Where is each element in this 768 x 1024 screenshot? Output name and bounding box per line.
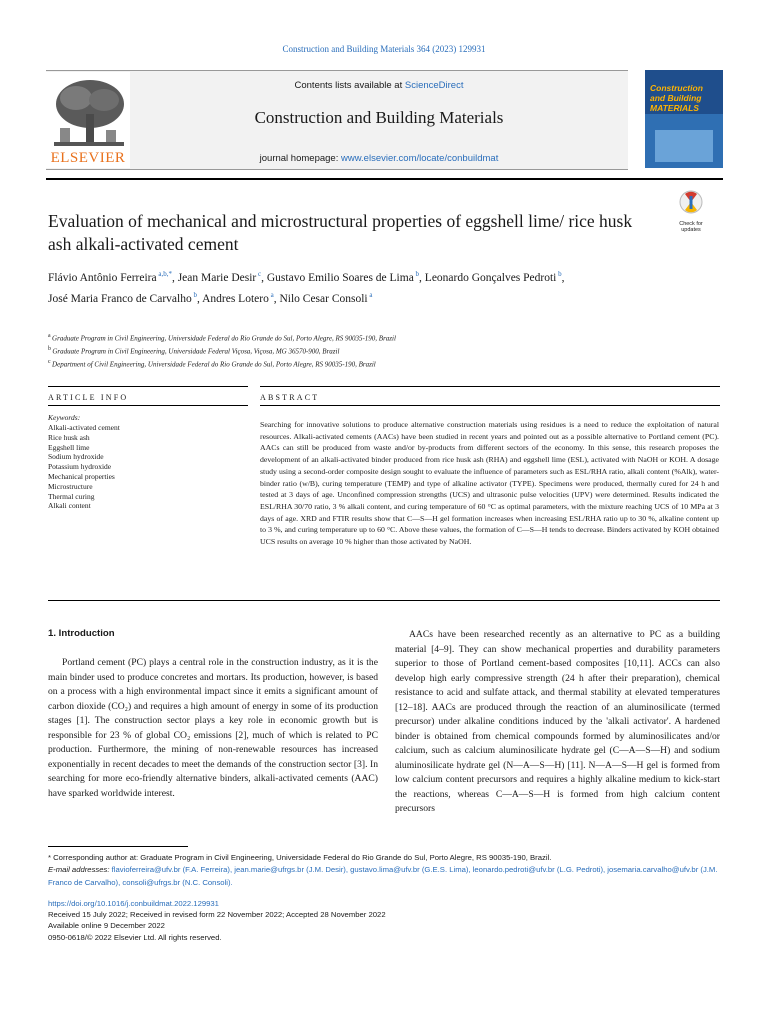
- check-updates-icon: [674, 190, 708, 216]
- author-name[interactable]: Flávio Antônio Ferreira: [48, 271, 157, 284]
- article-info-top-rule: [48, 386, 248, 387]
- author-name[interactable]: José Maria Franco de Carvalho: [48, 292, 192, 305]
- keywords-label: Keywords:: [48, 413, 81, 422]
- author-list: Flávio Antônio Ferreira $^{a,b,*}$, Jean Marie Desir $^c$, Gustavo Emilio Soares de Lima $^b$, Leonardo Gonçalves Pedroti $^b$, José Maria Franco de Carvalho $^b$, Andres Lotero $^a$, Nilo Cesar Consoli $^a$: [48, 270, 565, 305]
- check-for-updates-badge[interactable]: [674, 190, 708, 233]
- keyword-item: Microstructure: [48, 481, 93, 491]
- received-dates: Received 15 July 2022; Received in revised form 22 November 2022; Accepted 28 November 2022: [48, 910, 386, 920]
- publication-info: [48, 898, 720, 943]
- intro-paragraph-left: Portland cement (PC) plays a central role in the construction industry, as it is the main binder used to produce concretes and mortars. Its production, however, is based on a process with a high environmental impact since it emits a significant amount of carbon dioxide (CO₂) and requires a high amount of energy in some of its production stages [1]. The construction sector plays a key role in economic growth but is responsible for 23 % of global CO₂ emissions [2], much of which is related to PC production. Furthermore, the mining of non-renewable resources has increased exponentially in recent decades to meet the demands of the construction sector [3]. In searching for more eco-friendly alternative binders, alkali-activated cements (AAC) have sparked worldwide interest.: [48, 657, 378, 799]
- affiliation-list: [48, 331, 668, 369]
- footnotes: [48, 852, 720, 889]
- author-name[interactable]: Nilo Cesar Consoli: [279, 292, 368, 305]
- copyright-notice: 0950-0618/© 2022 Elsevier Ltd. All rights reserved.: [48, 932, 222, 942]
- author-affiliation-mark[interactable]: b: [191, 290, 197, 299]
- contents-prefix: Contents lists available at: [294, 80, 405, 91]
- keyword-item: Thermal curing: [48, 491, 95, 501]
- keyword-item: Rice husk ash: [48, 432, 90, 442]
- author-name[interactable]: Jean Marie Desir: [177, 271, 257, 284]
- abstract-header-rule: [260, 405, 720, 406]
- article-title: Evaluation of mechanical and microstructural properties of eggshell lime/ rice husk ash alkali-activated cement: [48, 211, 633, 254]
- affiliation-item: [48, 357, 668, 370]
- author-name[interactable]: Andres Lotero: [202, 292, 269, 305]
- sciencedirect-link[interactable]: ScienceDirect: [404, 80, 464, 91]
- footnote-divider: [48, 846, 188, 847]
- article-info-bottom-rule: [48, 405, 248, 406]
- author-name[interactable]: Gustavo Emilio Soares de Lima: [266, 271, 414, 284]
- author-affiliation-mark[interactable]: a: [367, 290, 373, 299]
- email-list[interactable]: flavioferreira@ufv.br (F.A. Ferreira), jean.marie@ufrgs.br (J.M. Desir), gustavo.lima@ufv.br (G.E.S. Lima), leonardo.pedroti@ufv.br (L.G. Pedroti), josemaria.carvalho@ufv.br (J.M. Franco de Carvalho), consoli@ufrgs.br (N.C. Consoli).: [48, 865, 718, 887]
- intro-column-right: [395, 628, 720, 817]
- keyword-item: Mechanical properties: [48, 471, 115, 481]
- author-affiliation-mark[interactable]: a: [268, 290, 274, 299]
- affiliation-label: b: [48, 345, 53, 352]
- available-online-date: Available online 9 December 2022: [48, 921, 165, 931]
- cover-title: Construction and Building MATERIALS: [650, 83, 703, 113]
- header-divider: [46, 178, 723, 180]
- intro-paragraph-right: AACs have been researched recently as an alternative to PC as a building material [4–9]. They can show mechanical properties and durability parameters superior to those of Portland cement-based composites [10,11]. ACCs can also develop high early compressive strength (24 h after their preparation), chemical resistance to acid and sulfate attack, and thermal stability at elevated temperatures [12–18]. AACs are produced through the reaction of an aluminosilicate (termed precursor) under alkaline conditions induced by the 'alkali activator'. A hardened binder is obtained from chemical compounds formed by aluminosilicates and/or calcium, such as calcium aluminosilicate hydrate gel (C—A—S—H) and sodium aluminosilicate hydrate gel (N—A—S—H) [11]. N—A—S—H gel is formed from low calcium content precursors and requires a highly alkaline medium to kick-start the reactions, whereas C—A—S—H is formed from high calcium content precursors: [395, 629, 720, 814]
- affiliation-text: Graduate Program in Civil Engineering, Universidade Federal do Rio Grande do Sul, Porto Alegre, RS 90035-190, Brazil: [52, 334, 396, 343]
- abstract-heading: ABSTRACT: [260, 393, 320, 402]
- doi-link[interactable]: https://doi.org/10.1016/j.conbuildmat.2022.129931: [48, 899, 219, 908]
- journal-homepage-link[interactable]: www.elsevier.com/locate/conbuildmat: [340, 153, 499, 164]
- homepage-prefix: journal homepage:: [259, 153, 341, 164]
- publisher-wordmark: ELSEVIER: [50, 150, 126, 166]
- article-info-heading: ARTICLE INFO: [48, 393, 129, 402]
- keyword-item: Potassium hydroxide: [48, 462, 112, 472]
- author-affiliation-mark[interactable]: b: [556, 270, 562, 278]
- email-addresses: [48, 864, 720, 889]
- corresponding-author-note: * Corresponding author at: Graduate Program in Civil Engineering, Universidade Federal do Rio Grande do Sul, Porto Alegre, RS 90035-190, Brazil.: [48, 853, 552, 862]
- journal-cover-image: [645, 70, 723, 168]
- affiliation-item: [48, 344, 668, 357]
- keyword-item: Alkali content: [48, 501, 91, 511]
- keyword-item: Alkali-activated cement: [48, 423, 120, 432]
- author-name[interactable]: Leonardo Gonçalves Pedroti: [424, 271, 557, 284]
- introduction-heading: 1. Introduction: [48, 628, 115, 639]
- affiliation-text: Department of Civil Engineering, Universidade Federal do Rio Grande do Sul, Porto Alegre, RS 90035-190, Brazil: [52, 359, 376, 368]
- abstract-top-rule: [260, 386, 720, 387]
- contents-available-line: [130, 80, 628, 91]
- author-affiliation-mark[interactable]: a,b,*: [156, 270, 172, 278]
- abstract-bottom-rule: [48, 600, 720, 601]
- keyword-item: Eggshell lime: [48, 442, 90, 452]
- author-affiliation-mark[interactable]: c: [256, 270, 262, 278]
- cover-photo-area: [655, 130, 713, 162]
- keyword-list: [48, 423, 248, 511]
- journal-title: Construction and Building Materials: [254, 108, 504, 127]
- author-affiliation-mark[interactable]: b: [413, 270, 420, 278]
- email-label: E-mail addresses:: [48, 865, 110, 875]
- abstract-text: Searching for innovative solutions to produce alternative construction materials using residues is a need to reduce the exploitation of natural resources. Alkali-activated cements (AACs) have been studied in recent years and pointed out as a possible alternative to Portland cement (PC). AACs can still be produced from waste and/or by-products from different sectors of the economy. In this sense, this research proposes the development of an alkali-activated binder produced from rice husk ash (RHA) and eggshell lime (ESL), activated with NaOH or KOH. A dosage study using a second-order composite design sought to evaluate the influence of parameters such as ESL/RHA ratio, alkali content (%Alk), water-binder ratio (w/B), curing temperature (TEMP) and type of alkaline activator (TYPE). Specimens were produced, thermally cured for 24 h and tested at 3 days of age. Unconfined compression strengths (UCS) and ultrasonic pulse velocities (UPV) were determined. Results indicated the ESL/RHA 30/70 ratio, 3 % alkali content, and curing temperature of 60 °C as optimal parameters, with the mixture reaching UCS of 10 MPa at 3 days of age. XRD and FTIR results show that C—S—H gel formation increases when increasing ESL/RHA ratio up to 30 %, alkaline content up to 3 %, and curing temperature up to 60 °C. Above these values, the formation of C—S—H tends to decrease. Binders activated by KOH obtained UCS results on average 10 % higher than those activated by NaOH.: [260, 420, 719, 547]
- affiliation-label: c: [48, 358, 53, 365]
- journal-homepage-line: [130, 153, 628, 164]
- affiliation-label: a: [48, 333, 53, 339]
- affiliation-text: Graduate Program in Civil Engineering, Universidade Federal Viçosa, Viçosa, MG 36570-900, Brazil: [52, 347, 340, 356]
- keyword-item: Sodium hydroxide: [48, 452, 104, 462]
- affiliation-item: [48, 331, 668, 344]
- journal-reference[interactable]: Construction and Building Materials 364 (2023) 129931: [282, 44, 486, 54]
- check-updates-label: Check for updates: [679, 221, 703, 233]
